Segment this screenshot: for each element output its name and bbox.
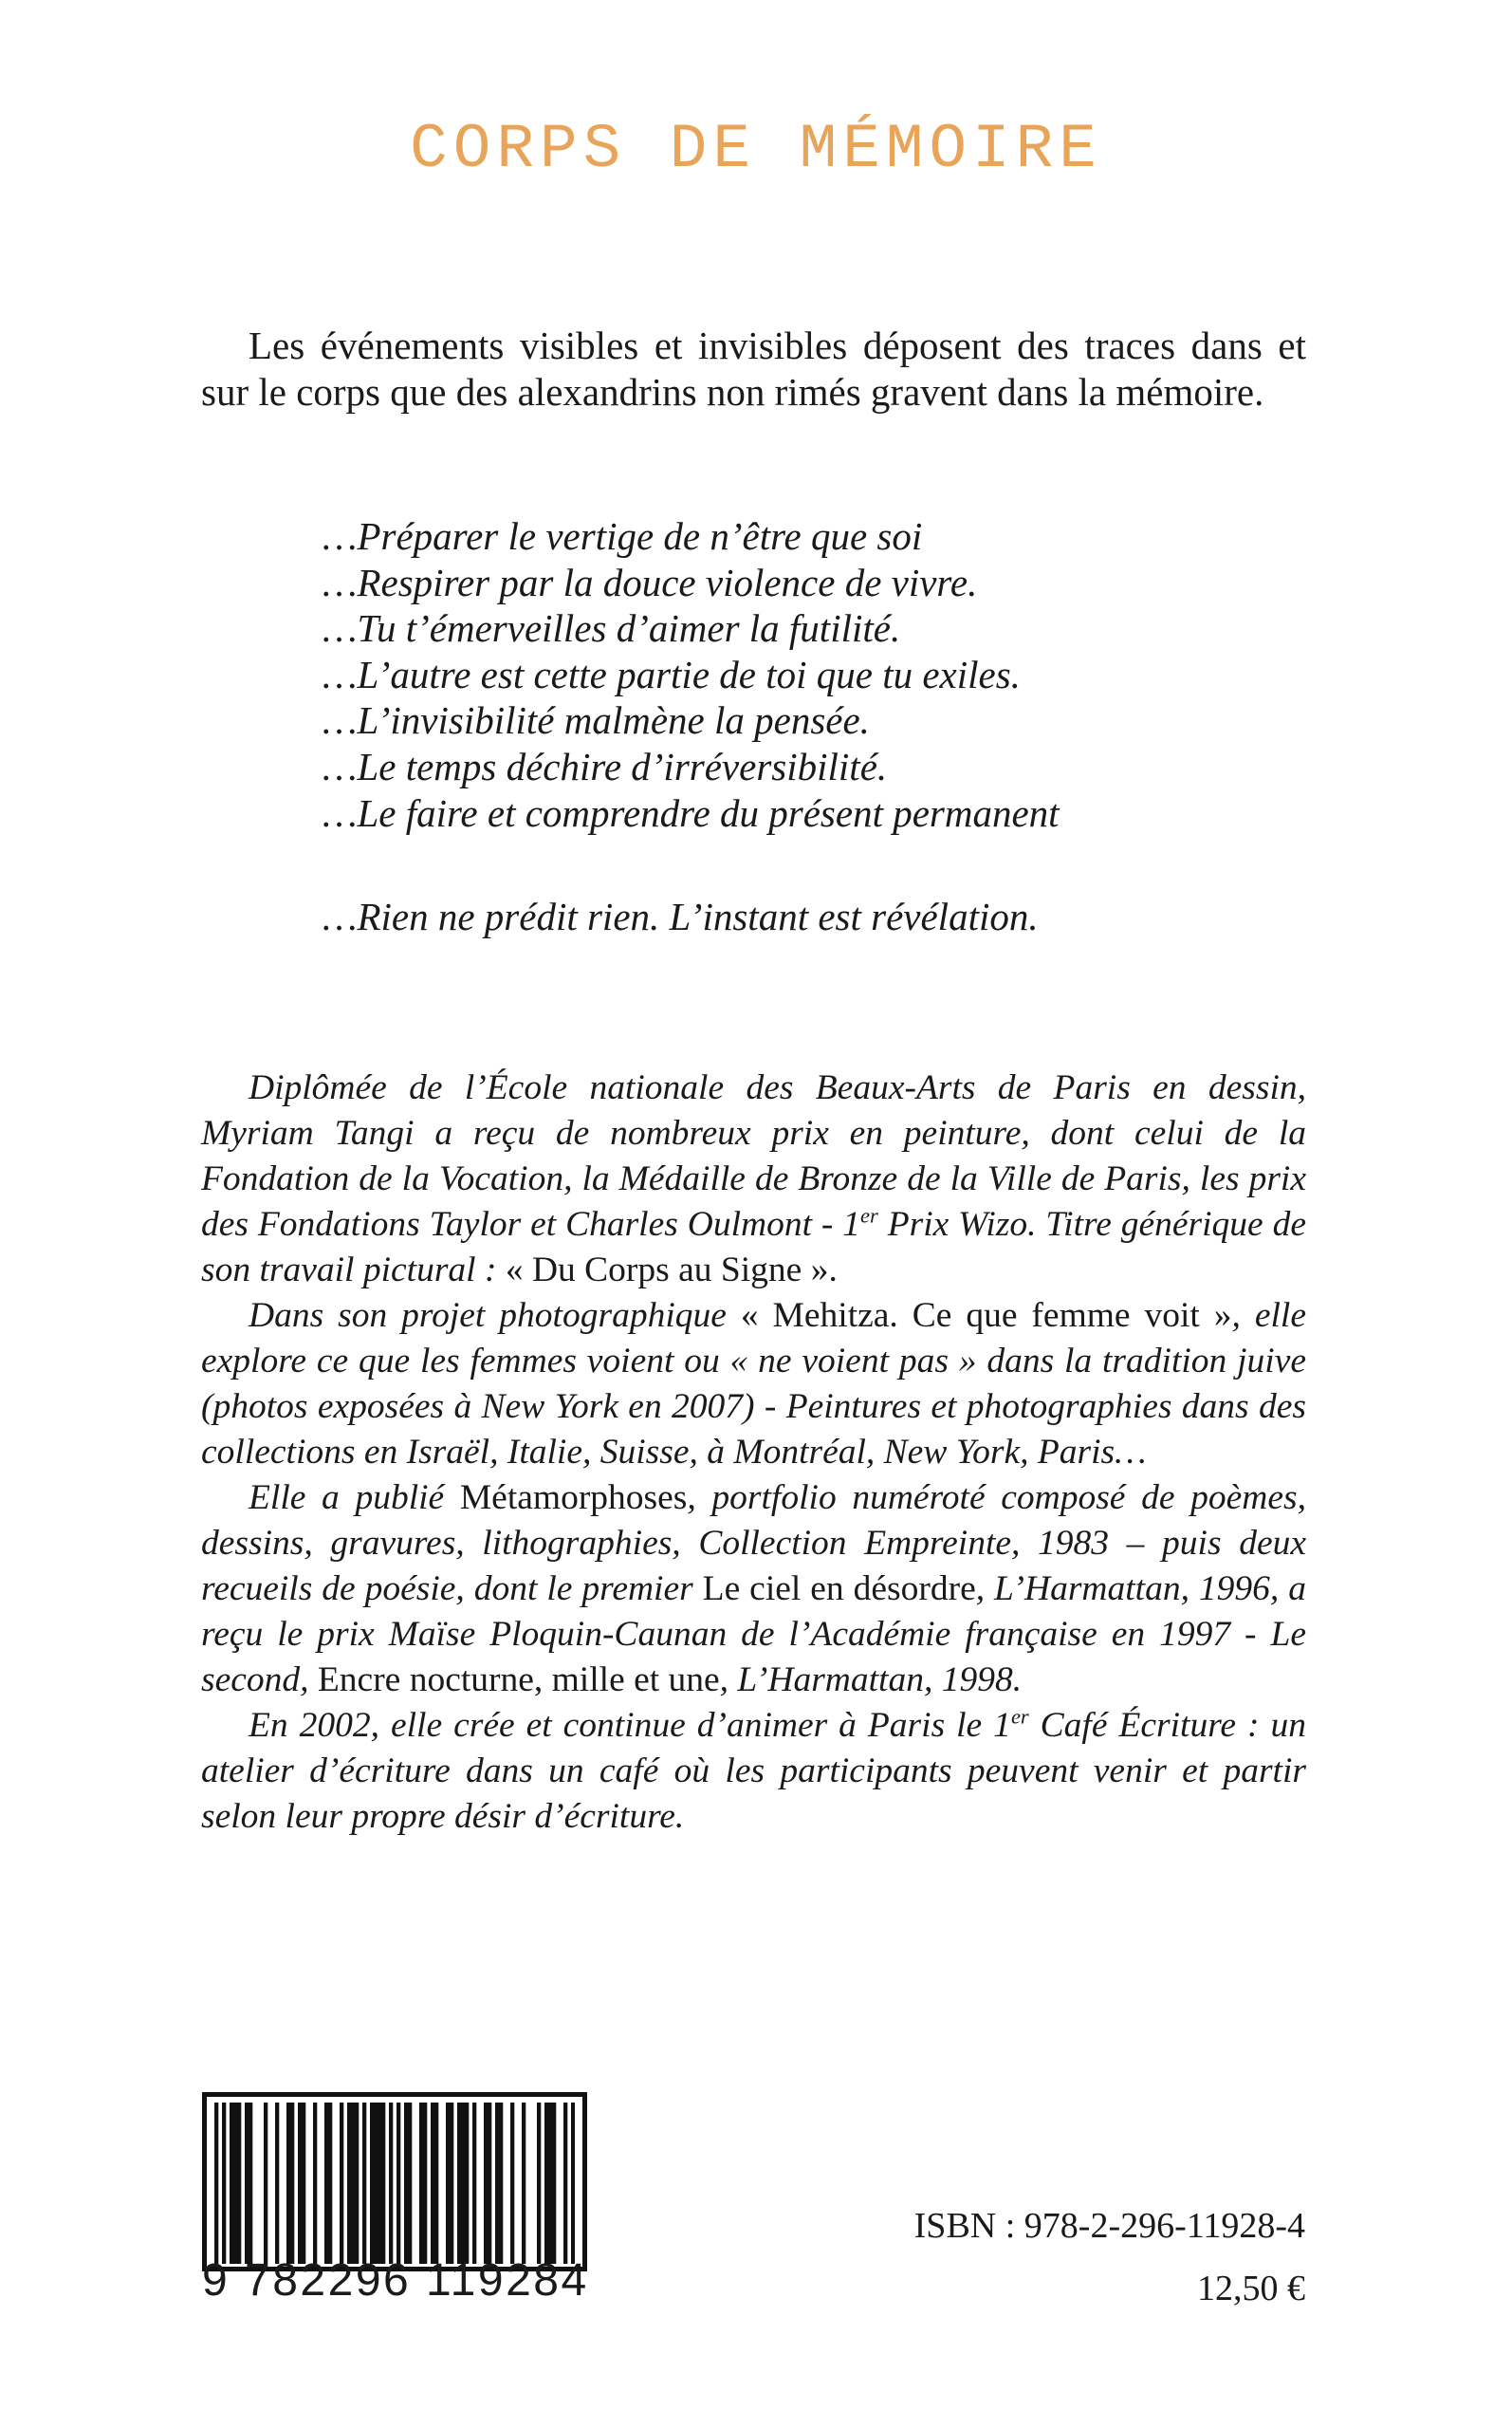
- barcode-bar: [245, 2103, 249, 2264]
- work-title: Métamorphoses: [459, 1478, 688, 1517]
- barcode-bar: [347, 2103, 351, 2264]
- barcode-bars: [214, 2103, 575, 2264]
- barcode-bar: [313, 2103, 317, 2264]
- bio-text: , portfolio numéroté composé de poèmes, dessins, gravures, lithographies, Collection Empreinte, 1983 – puis deux recueils de poésie, dont le premier: [201, 1478, 1306, 1608]
- price: 12,50 €: [1197, 2269, 1305, 2308]
- bio-text: En 2002, elle crée et continue d’animer à Paris le 1: [249, 1706, 1011, 1745]
- barcode-bar: [450, 2103, 453, 2264]
- barcode-bar: [355, 2103, 359, 2264]
- barcode-bar: [461, 2103, 465, 2264]
- barcode-bar: [302, 2103, 305, 2264]
- barcode-bar: [340, 2103, 343, 2264]
- barcode-bar: [328, 2103, 332, 2264]
- isbn: ISBN : 978-2-296-11928-4: [913, 2206, 1305, 2246]
- barcode-bar: [465, 2103, 469, 2264]
- barcode-bar: [488, 2103, 491, 2264]
- barcode-bar: [548, 2103, 552, 2264]
- bio-text: Elle a publié: [249, 1478, 460, 1517]
- verse-line: …L’invisibilité malmène la pensée.: [323, 698, 870, 743]
- barcode-bar: [499, 2103, 503, 2264]
- verse-line: …Respirer par la douce violence de vivre.: [323, 560, 978, 604]
- barcode-bar: [264, 2103, 267, 2264]
- book-title: CORPS DE MÉMOIRE: [410, 114, 1102, 185]
- verse-line: …Tu t’émerveilles d’aimer la futilité.: [323, 606, 901, 651]
- bio-text: Café Écriture : un atelier d’écriture dans un café où les participants peuvent venir et partir selon leur propre désir d’écriture.: [201, 1706, 1306, 1836]
- barcode-bar: [544, 2103, 548, 2264]
- barcode-bar: [275, 2103, 279, 2264]
- barcode-bar: [434, 2103, 438, 2264]
- barcode-bar: [351, 2103, 355, 2264]
- barcode-digits: 9 782296 119284: [202, 2255, 589, 2306]
- verse-line: …Le temps déchire d’irréversibilité.: [323, 744, 888, 788]
- work-title: « Mehitza. Ce que femme voit »: [740, 1296, 1232, 1335]
- barcode-bar: [510, 2103, 514, 2264]
- verse-list: [323, 513, 1060, 836]
- barcode-bar: [237, 2103, 241, 2264]
- barcode-bar: [571, 2103, 575, 2264]
- barcode-bar: [374, 2103, 378, 2264]
- barcode-bar: [472, 2103, 476, 2264]
- barcode-bar: [214, 2103, 218, 2264]
- barcode-bar: [404, 2103, 408, 2264]
- final-verse: …Rien ne prédit rien. L’instant est révélation.: [323, 895, 1039, 938]
- bio-text: , L’Harmattan, 1996, a reçu le prix Maïse Ploquin-Caunan de l’Académie française en 1997 - Le second,: [201, 1569, 1306, 1699]
- barcode-bar: [408, 2103, 412, 2264]
- ordinal-superscript: er: [1010, 1704, 1029, 1729]
- barcode-bar: [484, 2103, 488, 2264]
- work-title: « Du Corps au Signe ».: [505, 1251, 838, 1289]
- verse-line: …Le faire et comprendre du présent permanent: [323, 790, 1060, 835]
- intro-paragraph: Les événements visibles et invisibles déposent des traces dans et sur le corps que des alexandrins non rimés gravent dans la mémoire.: [201, 324, 1306, 414]
- work-title: Le ciel en désordre: [702, 1569, 976, 1608]
- author-biography: [201, 1066, 1306, 1840]
- barcode-bar: [298, 2103, 302, 2264]
- bio-paragraph-4: [201, 1703, 1306, 1840]
- barcode-bar: [537, 2103, 541, 2264]
- barcode-bar: [370, 2103, 374, 2264]
- barcode-bar: [431, 2103, 434, 2264]
- ordinal-superscript: er: [860, 1203, 878, 1228]
- barcode-bar: [446, 2103, 450, 2264]
- barcode-bar: [419, 2103, 423, 2264]
- bio-text: , elle explore ce que les femmes voient ou « ne voient pas » dans la tradition juive (photos exposées à New York en 2007) - Peintures et photographies dans des collections en Israël, Italie, Suisse, à Montréal, New York, Paris…: [201, 1296, 1306, 1472]
- barcode-bar: [563, 2103, 567, 2264]
- barcode-bar: [222, 2103, 226, 2264]
- barcode-bar: [230, 2103, 233, 2264]
- bio-text: , L’Harmattan, 1998.: [719, 1660, 1023, 1699]
- barcode-bar: [286, 2103, 290, 2264]
- barcode-bar: [423, 2103, 427, 2264]
- bio-paragraph-2: [201, 1293, 1306, 1475]
- bio-paragraph-3: [201, 1475, 1306, 1703]
- bio-text: Dans son projet photographique: [249, 1296, 741, 1335]
- barcode-bar: [381, 2103, 385, 2264]
- bio-text: Prix Wizo. Titre générique de son travail pictural :: [201, 1205, 1306, 1289]
- barcode-bar: [324, 2103, 328, 2264]
- bio-paragraph-1: [201, 1066, 1306, 1293]
- barcode: [202, 2092, 587, 2271]
- barcode-bar: [233, 2103, 237, 2264]
- bio-text: Diplômée de l’École nationale des Beaux-Arts de Paris en dessin, Myriam Tangi a reçu de nombreux prix en peinture, dont celui de la Fondation de la Vocation, la Médaille de Bronze de la Ville de Paris, les prix des Fondations Taylor et Charles Oulmont - 1: [201, 1068, 1306, 1244]
- barcode-bar: [249, 2103, 252, 2264]
- verse-line: …L’autre est cette partie de toi que tu exiles.: [323, 652, 1021, 696]
- barcode-bar: [552, 2103, 556, 2264]
- work-title: Encre nocturne, mille et une: [317, 1660, 720, 1699]
- barcode-bar: [378, 2103, 381, 2264]
- barcode-bar: [389, 2103, 393, 2264]
- verse-line: …Préparer le vertige de n’être que soi: [323, 514, 923, 558]
- barcode-bar: [495, 2103, 499, 2264]
- barcode-bar: [362, 2103, 366, 2264]
- barcode-bar: [457, 2103, 461, 2264]
- barcode-bar: [290, 2103, 294, 2264]
- barcode-bar: [396, 2103, 400, 2264]
- barcode-bar: [522, 2103, 526, 2264]
